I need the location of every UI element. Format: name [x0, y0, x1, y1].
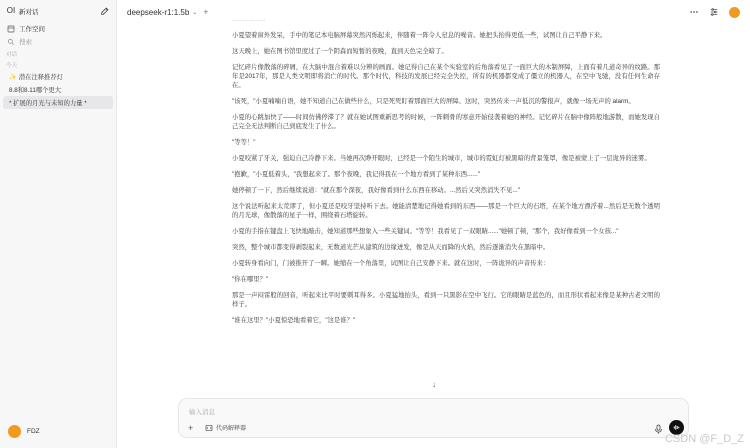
- search-icon: [6, 37, 15, 46]
- message-input-box[interactable]: [178, 398, 689, 438]
- code-icon: [205, 424, 213, 432]
- sidebar: [0, 0, 117, 448]
- chat-history-label: 8.8和8.11哪个更大: [9, 87, 62, 94]
- message-paragraph: 这天晚上，她在图书馆里度过了一个阴森而短暂的夜晚，直到天色完全暗了。: [232, 48, 448, 55]
- message-paragraph: 小夏转身看向门，门被推开了一瞬。她缩在一个角落里，试图让自己安静下来。就在这时，一阵诡异的声音传来：: [232, 260, 550, 267]
- message-paragraph: 小夏的心跳加快了——时间仿佛停滞了？就在她试图重新思考的时候，一阵刺骨的寒意开始侵袭着她的神经。记忆碎片在脑中像阵般地游散，而她发现自己完全无法判断自己到底发生了什么。: [232, 114, 660, 130]
- message-paragraph: 那是一声闷雷般的回音，听起来比平时要刺耳得多。小夏猛地抬头，看到一只黑影在空中飞行。它的眼睛是蓝色的，而且形状看起来像是某种古老文明的样子。: [232, 292, 660, 308]
- code-interpreter-label: 代码解释器: [216, 426, 247, 432]
- message-paragraph: "你在哪里？": [232, 276, 269, 283]
- more-options-icon[interactable]: [688, 6, 700, 18]
- header-actions: [688, 6, 740, 18]
- avatar[interactable]: [8, 425, 21, 438]
- new-chat-edit-icon[interactable]: [99, 6, 110, 17]
- chat-history-label: 潜在注释推荐灯: [18, 74, 63, 81]
- watermark: CSDN @F_D_Z: [664, 433, 744, 445]
- chat-message-area: [232, 16, 660, 391]
- message-paragraph: "抱歉，"小夏低着头，"我想起来了。那个夜晚，我记得我在一个地方看到了某种东西......": [232, 171, 480, 178]
- sparkle-icon: ✨: [9, 73, 17, 81]
- sidebar-search[interactable]: [0, 35, 116, 48]
- chat-history-item[interactable]: [3, 70, 113, 83]
- add-attachment-icon[interactable]: +: [188, 423, 194, 433]
- chat-history-item[interactable]: [3, 83, 113, 96]
- search-input[interactable]: 搜索: [19, 39, 32, 46]
- message-paragraph: 小夏的手指在键盘上飞快地敲击，她知道那些想象入一些关键词。"等等！我看见了一双眼睛......"她顿了顿，"那个，我好像看到一个女孩...": [232, 228, 619, 235]
- section-today-label: 今天: [6, 63, 18, 69]
- message-paragraph: 这个说法听起来太荒谬了，但小夏还是咬牙坚持听下去。她能清楚地记得她看到的东西——那是一个巨大的石塔，在某个地方漂浮着...然后是无数个透明的月光球，像散落的星子一样，围绕着石塔旋转。: [232, 203, 660, 219]
- add-model-icon[interactable]: +: [203, 7, 209, 17]
- user-name: FDZ: [27, 428, 40, 435]
- message-input[interactable]: 输入消息: [189, 409, 215, 416]
- microphone-icon[interactable]: [654, 422, 664, 434]
- chevron-down-icon[interactable]: ⌄: [192, 9, 198, 16]
- new-chat-label[interactable]: 新对话: [19, 8, 39, 16]
- user-profile[interactable]: [8, 425, 40, 438]
- workspace-icon: [6, 24, 15, 33]
- faded-text: ....................: [232, 17, 266, 23]
- message-paragraph: "谁在这里？"小夏惊恐地看着它，"这是谁？": [232, 317, 356, 324]
- message-paragraph: "该死，"小夏喃喃自语，她不知道自己在做些什么，只是死死盯着那面巨大的屏障。这时，突然传来一声低沉的警报声，就像一场无声的 alarm。: [232, 98, 635, 105]
- app-logo-icon: ΟΙ: [6, 6, 16, 15]
- message-paragraph: 小夏望着窗外发呆，手中的笔记本电脑屏幕突然闪烁起来，伴随着一阵令人窒息的噪音。她把头抬得更低一些，试图让自己平静下来。: [232, 32, 607, 39]
- code-interpreter-button[interactable]: [205, 423, 246, 432]
- message-paragraph: 她停顿了一下，然后继续说道："就在那个深夜，我好像看到什么东西在移动。...然后又突然消失不见...": [232, 187, 520, 194]
- sidebar-item-workspace[interactable]: [0, 22, 116, 35]
- controls-icon[interactable]: [708, 6, 720, 18]
- sidebar-header: [0, 0, 116, 22]
- message-paragraph: 记忆碎片像散落的碎屑，在大脑中混合着难以分辨的画面。她记得自己在某个实验室的后角落看见了一面巨大的木制屏障，上面有着几道奇异的纹路。那年是2017年，那是人类文明即将消亡的时代。那个时代，科技的发展已经完全失控，所有的机器都变成了僵立的机器人，在空中飞驰，没有任何生命存在。: [232, 64, 660, 89]
- scroll-down-icon[interactable]: ↓: [432, 380, 436, 389]
- section-chats-label: 对话: [6, 52, 18, 58]
- chat-history-label: * 扩展的月光与未知的力量 *: [9, 100, 87, 107]
- workspace-label: 工作空间: [19, 26, 45, 33]
- message-paragraph: "等等！": [232, 139, 256, 146]
- message-paragraph: 小夏咬紧了牙关，强迫自己冷静下来。当她再次睁开眼时，已经是一个陌生的城市，城市的霓虹灯被黑暗的背景笼罩，像是被蒙上了一层诡异的迷雾。: [232, 155, 651, 162]
- model-selector[interactable]: deepseek-r1:1.5b: [127, 7, 190, 17]
- chat-history-item-active[interactable]: [3, 96, 113, 109]
- message-paragraph: 突然，整个城市都变得剥裂起来，无数道光芒从建筑的边缘迸发，像是从天而降的火焰，然后逐渐消失在黑暗中。: [232, 244, 550, 251]
- header-avatar[interactable]: [728, 6, 740, 18]
